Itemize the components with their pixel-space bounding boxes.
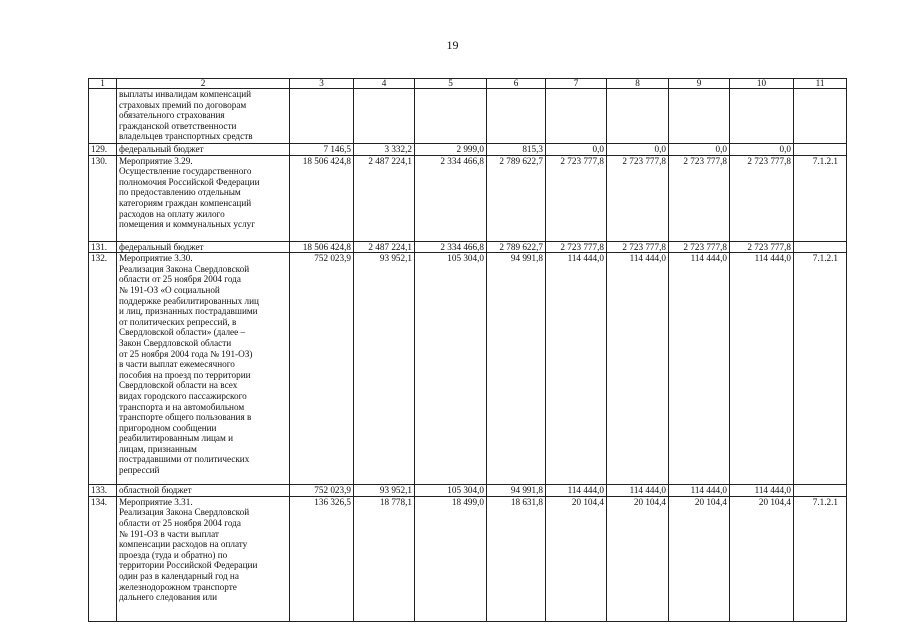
value-cell-col-10: 114 444,0 [730, 485, 794, 497]
value-cell-col-5: 2 334 466,8 [415, 241, 487, 253]
table-row [89, 253, 847, 485]
value-cell-col-7: 114 444,0 [546, 485, 607, 497]
value-cell-col-7: 114 444,0 [546, 253, 607, 485]
description-line: Реализация Закона Свердловской [119, 263, 250, 274]
target-indicator-code [794, 241, 847, 253]
description-line: лицам, признанным [119, 443, 197, 454]
column-number-8: 8 [607, 79, 669, 89]
description-line: репрессий [119, 465, 160, 476]
description-line: Свердловской области» (далее – [119, 327, 246, 338]
value-cell-col-5: 105 304,0 [415, 485, 487, 497]
description-line: гражданской ответственности [119, 120, 237, 131]
row-description [117, 144, 290, 156]
row-number: 131. [89, 241, 117, 253]
description-line: от политических репрессий, в [119, 316, 237, 327]
value-cell-col-9: 0,0 [669, 144, 730, 156]
value-cell-col-7: 2 723 777,8 [546, 241, 607, 253]
description-line: и лиц, признанных пострадавшими [119, 306, 258, 317]
page-number: 19 [446, 38, 459, 52]
description-line: Мероприятие 3.30. [119, 253, 193, 264]
value-cell-col-3 [290, 89, 354, 144]
row-number: 132. [89, 253, 117, 485]
row-description [117, 485, 290, 497]
row-description [117, 89, 290, 144]
value-cell-col-4: 2 487 224,1 [354, 155, 415, 241]
description-line: реабилитированным лицам и [119, 433, 234, 444]
row-number: 133. [89, 485, 117, 497]
value-cell-col-5: 18 499,0 [415, 496, 487, 621]
description-line: помещения и коммунальных услуг [119, 219, 256, 230]
value-cell-col-8: 114 444,0 [607, 485, 669, 497]
value-cell-col-4: 18 778,1 [354, 496, 415, 621]
description-line: федеральный бюджет [119, 241, 204, 252]
value-cell-col-8: 20 104,4 [607, 496, 669, 621]
value-cell-col-7: 20 104,4 [546, 496, 607, 621]
value-cell-col-3: 7 146,5 [290, 144, 354, 156]
description-line: владельцев транспортных средств [119, 131, 253, 142]
value-cell-col-6: 94 991,8 [487, 485, 546, 497]
description-line: один раз в календарный год на [119, 570, 239, 581]
description-line: проезда (туда и обратно) по [119, 549, 228, 560]
description-line: областной бюджет [119, 485, 192, 496]
description-line: № 191-ОЗ в части выплат [119, 528, 219, 539]
table-row [89, 241, 847, 253]
description-line: железнодорожном транспорте [119, 581, 237, 592]
column-number-11: 11 [794, 79, 847, 89]
description-line: Закон Свердловской области [119, 337, 232, 348]
value-cell-col-8: 114 444,0 [607, 253, 669, 485]
description-line: Мероприятие 3.29. [119, 155, 193, 166]
description-line: обязательного страхования [119, 110, 225, 121]
value-cell-col-9: 114 444,0 [669, 485, 730, 497]
value-cell-col-4 [354, 89, 415, 144]
description-line: компенсации расходов на оплату [119, 539, 248, 550]
description-line: поддержке реабилитированных лиц [119, 295, 259, 306]
description-line: Реализация Закона Свердловской [119, 507, 250, 518]
value-cell-col-10: 114 444,0 [730, 253, 794, 485]
description-line: страховых премий по договорам [119, 99, 247, 110]
value-cell-col-8: 0,0 [607, 144, 669, 156]
value-cell-col-10: 20 104,4 [730, 496, 794, 621]
value-cell-col-6: 18 631,8 [487, 496, 546, 621]
description-line: № 191-ОЗ «О социальной [119, 284, 220, 295]
value-cell-col-9: 114 444,0 [669, 253, 730, 485]
value-cell-col-9: 20 104,4 [669, 496, 730, 621]
column-number-4: 4 [354, 79, 415, 89]
description-line: пособия на проезд по территории [119, 369, 251, 380]
target-indicator-code: 7.1.2.1 [794, 253, 847, 485]
description-line: от 25 ноября 2004 года № 191-ОЗ) [119, 348, 253, 359]
description-line: в части выплат ежемесячного [119, 359, 235, 370]
table-row [89, 155, 847, 241]
table-row [89, 144, 847, 156]
row-description [117, 241, 290, 253]
value-cell-col-8: 2 723 777,8 [607, 155, 669, 241]
target-indicator-code: 7.1.2.1 [794, 155, 847, 241]
value-cell-col-6: 2 789 622,7 [487, 241, 546, 253]
description-line: по предоставлению отдельным [119, 187, 241, 198]
column-number-9: 9 [669, 79, 730, 89]
description-line: категориям граждан компенсаций [119, 197, 252, 208]
description-line: территории Российской Федерации [119, 560, 258, 571]
value-cell-col-10 [730, 89, 794, 144]
column-number-2: 2 [117, 79, 290, 89]
table-body [89, 89, 847, 622]
value-cell-col-4: 3 332,2 [354, 144, 415, 156]
column-number-6: 6 [487, 79, 546, 89]
value-cell-col-7: 0,0 [546, 144, 607, 156]
table-row [89, 485, 847, 497]
value-cell-col-5: 2 334 466,8 [415, 155, 487, 241]
value-cell-col-6: 94 991,8 [487, 253, 546, 485]
description-line: Свердловской области на всех [119, 380, 238, 391]
value-cell-col-3: 18 506 424,8 [290, 155, 354, 241]
description-line: выплаты инвалидам компенсаций [119, 89, 252, 99]
value-cell-col-10: 2 723 777,8 [730, 155, 794, 241]
row-description [117, 253, 290, 485]
value-cell-col-9: 2 723 777,8 [669, 155, 730, 241]
description-line: транспорта и на автомобильном [119, 401, 245, 412]
description-line: пригородном сообщении [119, 422, 217, 433]
row-description [117, 155, 290, 241]
value-cell-col-10: 0,0 [730, 144, 794, 156]
program-table [88, 78, 847, 622]
description-line: транспорте общего пользования в [119, 412, 252, 423]
value-cell-col-3: 18 506 424,8 [290, 241, 354, 253]
row-number: 134. [89, 496, 117, 621]
column-number-1: 1 [89, 79, 117, 89]
value-cell-col-10: 2 723 777,8 [730, 241, 794, 253]
value-cell-col-4: 2 487 224,1 [354, 241, 415, 253]
value-cell-col-9 [669, 89, 730, 144]
value-cell-col-4: 93 952,1 [354, 253, 415, 485]
value-cell-col-3: 752 023,9 [290, 485, 354, 497]
value-cell-col-9: 2 723 777,8 [669, 241, 730, 253]
column-number-row [89, 79, 847, 89]
description-line: области от 25 ноября 2004 года [119, 517, 241, 528]
value-cell-col-7: 2 723 777,8 [546, 155, 607, 241]
table-row [89, 496, 847, 621]
target-indicator-code [794, 144, 847, 156]
value-cell-col-6: 2 789 622,7 [487, 155, 546, 241]
value-cell-col-8: 2 723 777,8 [607, 241, 669, 253]
value-cell-col-6 [487, 89, 546, 144]
column-number-5: 5 [415, 79, 487, 89]
value-cell-col-3: 136 326,5 [290, 496, 354, 621]
value-cell-col-5: 2 999,0 [415, 144, 487, 156]
description-line: видах городского пассажирского [119, 390, 247, 401]
value-cell-col-8 [607, 89, 669, 144]
description-line: Мероприятие 3.31. [119, 496, 193, 507]
value-cell-col-5 [415, 89, 487, 144]
target-indicator-code: 7.1.2.1 [794, 496, 847, 621]
row-description [117, 496, 290, 621]
description-line: области от 25 ноября 2004 года [119, 274, 241, 285]
target-indicator-code [794, 89, 847, 144]
row-number: 130. [89, 155, 117, 241]
description-line: полномочия Российской Федерации [119, 176, 260, 187]
description-line: расходов на оплату жилого [119, 208, 225, 219]
description-line: Осуществление государственного [119, 166, 252, 177]
value-cell-col-4: 93 952,1 [354, 485, 415, 497]
table-row [89, 89, 847, 144]
description-line: федеральный бюджет [119, 144, 204, 154]
value-cell-col-5: 105 304,0 [415, 253, 487, 485]
row-number: 129. [89, 144, 117, 156]
value-cell-col-7 [546, 89, 607, 144]
description-line: дальнего следования или [119, 592, 217, 603]
column-number-7: 7 [546, 79, 607, 89]
description-line: пострадавшими от политических [119, 454, 250, 465]
row-number [89, 89, 117, 144]
column-number-10: 10 [730, 79, 794, 89]
value-cell-col-3: 752 023,9 [290, 253, 354, 485]
target-indicator-code [794, 485, 847, 497]
value-cell-col-6: 815,3 [487, 144, 546, 156]
column-number-3: 3 [290, 79, 354, 89]
